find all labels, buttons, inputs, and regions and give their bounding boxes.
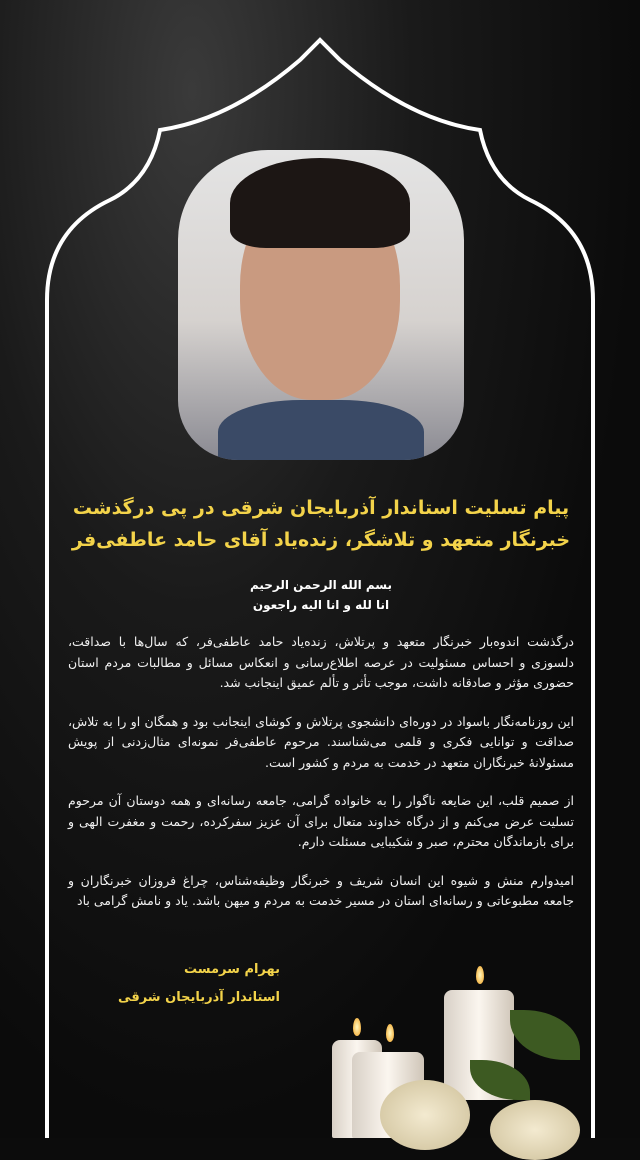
flame-icon <box>476 966 484 984</box>
basmala-line-1: بسم الله الرحمن الرحیم <box>249 578 393 592</box>
rose <box>490 1100 580 1160</box>
paragraph: این روزنامه‌نگار باسواد در دوره‌ای دانشجوی پرتلاش و کوشای اینجانب بود و همگان او را به تلاش، صداقت و توانایی فکری و قلمی می‌شناسند. مرحوم عاطفی‌فر نمونه‌ای مثال‌زدنی از پویش مسئولانهٔ خبرنگاران متعهد در خدمت به مردم و کشور است. <box>68 713 574 770</box>
basmala <box>68 575 574 615</box>
signature-name: بهرام سرمست <box>184 962 280 977</box>
signature-position: استاندار آذربایجان شرقی <box>118 990 280 1005</box>
rose <box>380 1080 470 1150</box>
page-title <box>68 492 574 556</box>
basmala-line-2: انا لله و انا الیه راجعون <box>252 598 390 612</box>
message-body <box>68 632 574 930</box>
leaf <box>510 1010 580 1060</box>
paragraph: از صمیم قلب، این ضایعه ناگوار را به خانواده گرامی، جامعه رسانه‌ای و همه دوستان آن مرحوم تسلیت عرض می‌کنم و از درگاه خداوند متعال برای آن عزیز سفرکرده، رحمت و مغفرت الهی و برای بازماندگان محترم، صبر و شکیبایی مسئلت دارم. <box>68 793 574 849</box>
paragraph: درگذشت اندوه‌بار خبرنگار متعهد و پرتلاش، زنده‌یاد حامد عاطفی‌فر، که سال‌ها با صداقت، دلسوزی و احساس مسئولیت در عرصه اطلاع‌رسانی و انعکاس مسائل و مطالبات مردم استان حضوری مؤثر و صادقانه داشت، موجب تأثر و تألم عمیق اینجانب شد. <box>68 634 574 690</box>
title-line-2: خبرنگار متعهد و تلاشگر، زنده‌یاد آقای حامد عاطفی‌فر <box>71 529 571 551</box>
title-line-1: پیام تسلیت استاندار آذربایجان شرقی در پی درگذشت <box>72 497 570 519</box>
signature <box>80 956 280 1012</box>
flame-icon <box>353 1018 361 1036</box>
paragraph: امیدوارم منش و شیوه این انسان شریف و خبرنگار وظیفه‌شناس، چراغ فروزان خبرنگاران و جامعه مطبوعاتی و رسانه‌ای استان در مسیر خدمت به مردم و میهن باشد. یاد و نامش گرامی باد <box>68 872 574 908</box>
flame-icon <box>386 1024 394 1042</box>
